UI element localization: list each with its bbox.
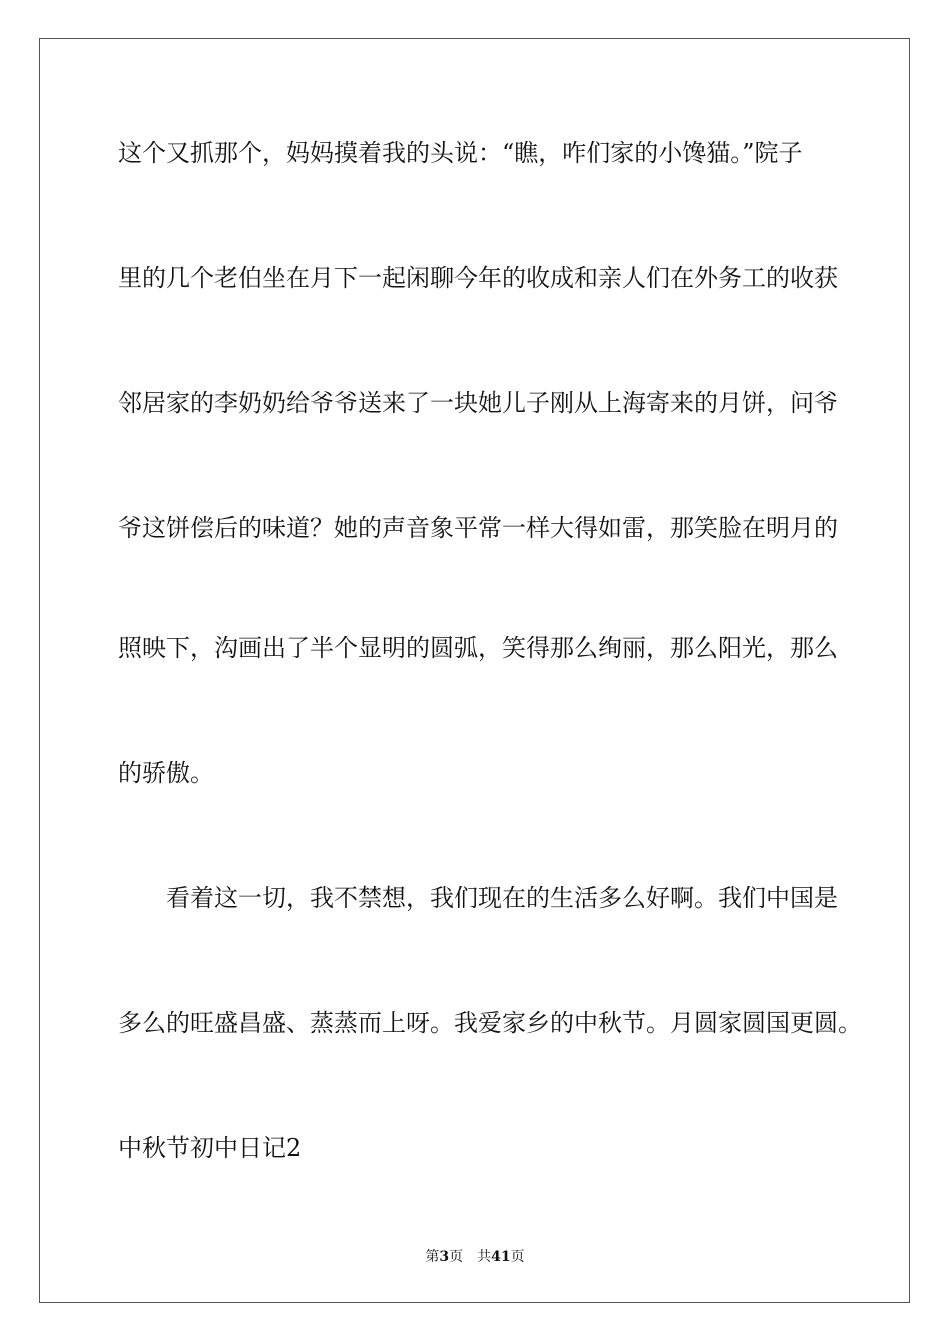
text-line-6: 的骄傲。 — [118, 759, 214, 787]
total-pages-number: 41 — [491, 1249, 511, 1265]
footer-page-suffix: 页 — [449, 1249, 464, 1265]
text-line-4: 爷这饼偿后的味道？她的声音象平常一样大得如雷，那笑脸在明月的 — [118, 514, 838, 542]
text-line-5: 照映下，沟画出了半个显明的圆弧，笑得那么绚丽，那么阳光，那么 — [118, 634, 838, 662]
footer-total-suffix: 页 — [510, 1249, 525, 1265]
text-line-8: 多么的旺盛昌盛、蒸蒸而上呀。我爱家乡的中秋节。月圆家圆国更圆。 — [118, 1009, 862, 1037]
page-border — [39, 38, 910, 1303]
current-page-number: 3 — [439, 1249, 450, 1265]
page-footer — [0, 1248, 950, 1266]
footer-prefix: 第 — [425, 1249, 440, 1265]
text-line-7: 看着这一切，我不禁想，我们现在的生活多么好啊。我们中国是 — [166, 884, 838, 912]
footer-total-prefix: 共 — [477, 1249, 492, 1265]
text-line-2: 里的几个老伯坐在月下一起闲聊今年的收成和亲人们在外务工的收获 — [118, 264, 838, 292]
text-line-3: 邻居家的李奶奶给爷爷送来了一块她儿子刚从上海寄来的月饼，问爷 — [118, 389, 838, 417]
text-line-1: 这个又抓那个，妈妈摸着我的头说：“瞧，咋们家的小馋猫。”院子 — [118, 139, 803, 167]
section-heading: 中秋节初中日记2 — [118, 1134, 302, 1162]
